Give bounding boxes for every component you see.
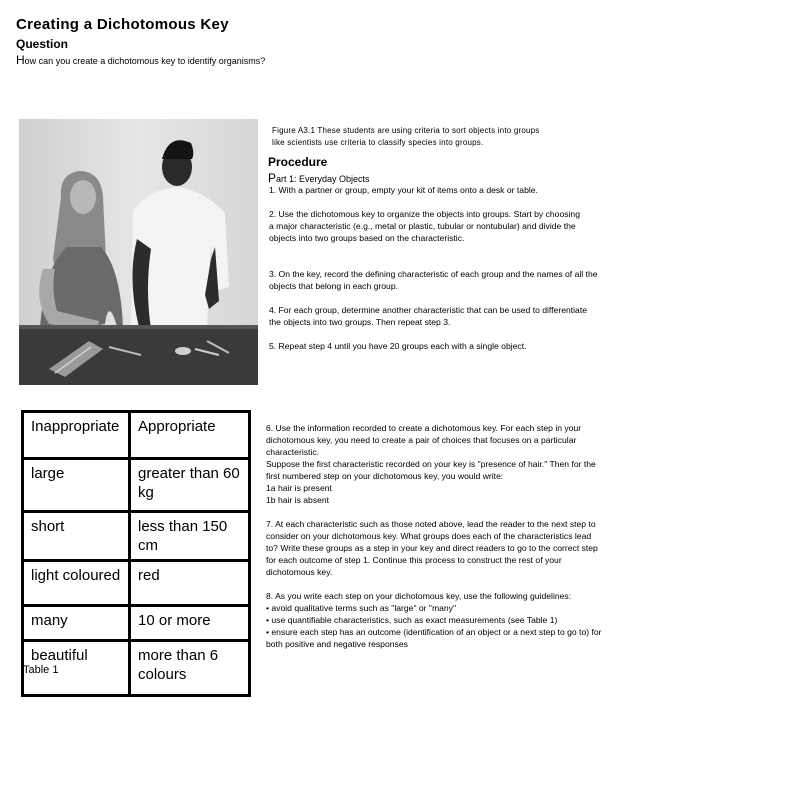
step-6-intro: 6. Use the information recorded to create a dichotomous key. For each step in your dichotomous key, you need to create a pair of choices that focuses on a particular characteristic.: [266, 423, 582, 457]
step-8-bullet: • ensure each step has an outcome (identification of an object or a next step to go to) for both positive and negative responses: [266, 627, 602, 649]
table-header-cell: Inappropriate: [23, 412, 130, 459]
step-7: 7. At each characteristic such as those noted above, lead the reader to the next step to consider on your dichotomous key. What groups does each of the characteristics lead to? Write these groups as a step in your key and direct readers to go to the correct step for each outcome of step 1. Continue this process to construct the rest of your dichotomous key.: [266, 519, 598, 577]
step-6-choice-a: 1a hair is present: [266, 483, 332, 493]
step-2: 2. Use the dichotomous key to organize the objects into groups. Start by choosing a major characteristic (e.g., metal or plastic, tubular or nontubular) and divide the objects into two groups based on the characteristic.: [269, 209, 580, 243]
table-cell: light coloured: [23, 561, 130, 606]
step-6-choice-b: 1b hair is absent: [266, 495, 330, 505]
table-header-cell: Appropriate: [130, 412, 250, 459]
table-cell: beautiful: [23, 641, 130, 696]
table-cell: many: [23, 606, 130, 641]
table-row: [23, 561, 250, 606]
table-cell: large: [23, 459, 130, 512]
table-label: Table 1: [23, 664, 59, 676]
part-title: art 1: Everyday Objects: [276, 174, 370, 184]
step-3: 3. On the key, record the defining characteristic of each group and the names of all the objects that belong in each group.: [269, 269, 598, 291]
table-cell: greater than 60 kg: [130, 459, 250, 512]
step-6: [266, 422, 604, 506]
question-body: ow can you create a dichotomous key to identify organisms?: [24, 56, 266, 66]
question-drop-letter: H: [16, 53, 25, 67]
table-cell: more than 6 colours: [130, 641, 250, 696]
table-cell: short: [23, 512, 130, 561]
steps-6-to-8: [266, 422, 604, 662]
part-heading: [268, 171, 370, 185]
step-5: 5. Repeat step 4 until you have 20 groups each with a single object.: [269, 341, 527, 351]
terms-table: [21, 410, 251, 697]
part-drop-letter: P: [268, 171, 277, 185]
students-photo: [19, 119, 258, 385]
step-8-intro: 8. As you write each step on your dichotomous key, use the following guidelines:: [266, 591, 572, 601]
table-row: [23, 606, 250, 641]
table-cell: 10 or more: [130, 606, 250, 641]
step-8-bullet: • use quantifiable characteristics, such as exact measurements (see Table 1): [266, 615, 558, 625]
procedure-heading: Procedure: [268, 155, 328, 169]
figure-caption: Figure A3.1 These students are using criteria to sort objects into groups like scientists use criteria to classify species into groups.: [272, 126, 540, 147]
table-cell: less than 150 cm: [130, 512, 250, 561]
step-6-example: Suppose the first characteristic recorded on your key is "presence of hair." Then for the first numbered step on your dichotomous key, you would write:: [266, 459, 596, 481]
step-1: 1. With a partner or group, empty your kit of items onto a desk or table.: [269, 185, 538, 195]
step-8: [266, 590, 604, 650]
table-header-row: [23, 412, 250, 459]
step-8-bullet: • avoid qualitative terms such as "large" or "many": [266, 603, 457, 613]
question-heading: Question: [16, 37, 69, 51]
table-row: [23, 512, 250, 561]
step-4: 4. For each group, determine another characteristic that can be used to differentiate the objects into two groups. Then repeat step 3.: [269, 305, 587, 327]
page-title: Creating a Dichotomous Key: [16, 16, 229, 33]
table-row: [23, 459, 250, 512]
question-text: [16, 53, 265, 67]
table-cell: red: [130, 561, 250, 606]
